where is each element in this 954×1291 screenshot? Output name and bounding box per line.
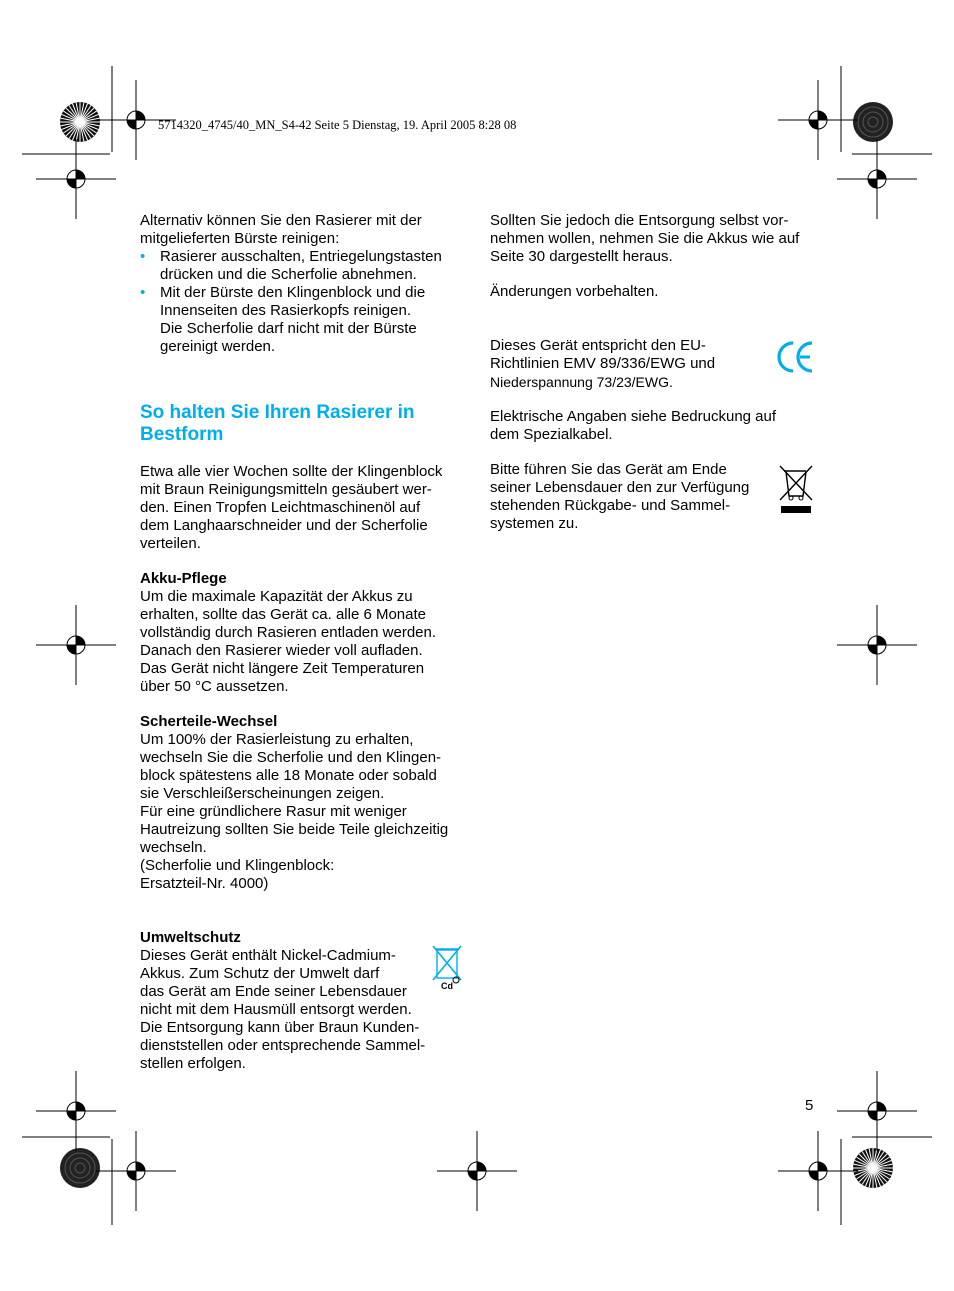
bullet-icon: • [140, 248, 146, 265]
akku-line: erhalten, sollte das Gerät ca. alle 6 Monate [140, 606, 426, 623]
bullet-line: Mit der Bürste den Klingenblock und die [160, 284, 426, 301]
electrical-line: Elektrische Angaben siehe Bedruckung auf [490, 408, 777, 425]
akku-line: vollständig durch Rasieren entladen werden. [140, 624, 437, 641]
disposal-line: Seite 30 dargestellt heraus. [490, 248, 673, 265]
bullet-line: gereinigt werden. [160, 338, 276, 355]
scherteile-line: (Scherfolie und Klingenblock: [140, 857, 335, 874]
intro-line: mitgelieferten Bürste reinigen: [140, 230, 340, 247]
akku-line: über 50 °C aussetzen. [140, 678, 289, 695]
weee-line: stehenden Rückgabe- und Sammel- [490, 497, 731, 514]
page-number: 5 [805, 1097, 814, 1114]
care-line: mit Braun Reinigungsmitteln gesäubert wer- [140, 481, 432, 498]
disposal-line: nehmen wollen, nehmen Sie die Akkus wie auf [490, 230, 800, 247]
umwelt-line: dienststellen oder entsprechende Sammel- [140, 1037, 426, 1054]
ce-line: Richtlinien EMV 89/336/EWG und [490, 355, 716, 372]
care-line: Etwa alle vier Wochen sollte der Klingenblock [140, 463, 443, 480]
bullet-icon: • [140, 284, 146, 301]
section-heading: Bestform [140, 424, 224, 445]
left-column [140, 212, 470, 1073]
cd-label: Cd [441, 981, 453, 991]
scherteile-line: block spätestens alle 18 Monate oder sobald [140, 767, 437, 784]
disposal-line: Sollten Sie jedoch die Entsorgung selbst vor- [490, 212, 789, 229]
electrical-line: dem Spezialkabel. [490, 426, 613, 443]
section-heading: So halten Sie Ihren Rasierer in [140, 402, 415, 423]
akku-line: Das Gerät nicht längere Zeit Temperaturen [140, 660, 425, 677]
print-slug: 5714320_4745/40_MN_S4-42 Seite 5 Dienstag, 19. April 2005 8:28 08 [158, 118, 517, 132]
umwelt-line: das Gerät am Ende seiner Lebensdauer [140, 983, 407, 1000]
umwelt-line: Die Entsorgung kann über Braun Kunden- [140, 1019, 420, 1036]
bullet-item [140, 248, 470, 284]
changes-note: Änderungen vorbehalten. [490, 283, 659, 300]
scherteile-line: wechseln Sie die Scherfolie und den Klingen- [140, 749, 442, 766]
crossed-bin-cd-icon [432, 944, 462, 992]
ce-line: Dieses Gerät entspricht den EU- [490, 337, 706, 354]
ce-line: Niederspannung 73/23/EWG. [490, 374, 673, 390]
bullet-line: Die Scherfolie darf nicht mit der Bürste [160, 320, 417, 337]
scherteile-line: Für eine gründlichere Rasur mit weniger [140, 803, 407, 820]
akku-line: Danach den Rasierer wieder voll aufladen. [140, 642, 423, 659]
weee-bin-icon [778, 464, 814, 516]
bullet-line: Innenseiten des Rasierkopfs reinigen. [160, 302, 411, 319]
ce-mark-icon [777, 340, 815, 374]
scherteile-heading: Scherteile-Wechsel [140, 713, 278, 730]
umwelt-line: Dieses Gerät enthält Nickel-Cadmium- [140, 947, 396, 964]
bullet-item [140, 284, 470, 356]
care-line: dem Langhaarschneider und der Scherfolie [140, 517, 428, 534]
intro-line: Alternativ können Sie den Rasierer mit der [140, 212, 422, 229]
scherteile-line: wechseln. [140, 839, 207, 856]
scherteile-line: sie Verschleißerscheinungen zeigen. [140, 785, 385, 802]
bullet-line: drücken und die Scherfolie abnehmen. [160, 266, 417, 283]
weee-line: Bitte führen Sie das Gerät am Ende [490, 461, 727, 478]
right-column [490, 212, 820, 533]
umwelt-heading: Umweltschutz [140, 929, 241, 946]
umwelt-line: nicht mit dem Hausmüll entsorgt werden. [140, 1001, 412, 1018]
akku-line: Um die maximale Kapazität der Akkus zu [140, 588, 413, 605]
umwelt-line: stellen erfolgen. [140, 1055, 246, 1072]
scherteile-line: Um 100% der Rasierleistung zu erhalten, [140, 731, 414, 748]
weee-line: seiner Lebensdauer den zur Verfügung [490, 479, 750, 496]
akku-heading: Akku-Pflege [140, 570, 227, 587]
scherteile-line: Ersatzteil-Nr. 4000) [140, 875, 269, 892]
umwelt-line: Akkus. Zum Schutz der Umwelt darf [140, 965, 380, 982]
weee-line: systemen zu. [490, 515, 579, 532]
care-line: den. Einen Tropfen Leichtmaschinenöl auf [140, 499, 421, 516]
bullet-line: Rasierer ausschalten, Entriegelungstasten [160, 248, 442, 265]
scherteile-line: Hautreizung sollten Sie beide Teile gleichzeitig [140, 821, 449, 838]
care-line: verteilen. [140, 535, 201, 552]
